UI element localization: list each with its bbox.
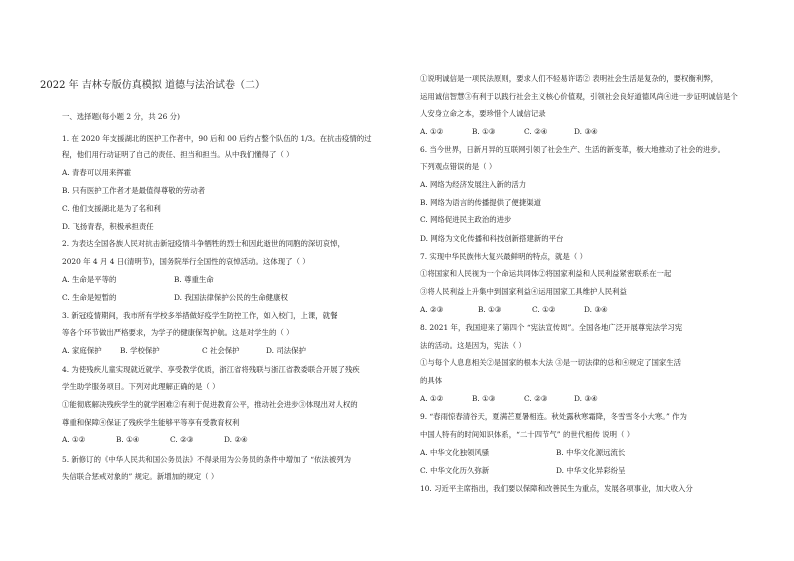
question-7-stem: 7. 实现中华民族伟大复兴最鲜明的特点，就是（ ） (420, 252, 587, 261)
question-9-option-d: D. 中华文化异彩纷呈 (556, 466, 626, 475)
question-4-stem-line-2: 学生助学服务项目。下列对此理解正确的是（ ） (62, 382, 220, 391)
question-3-option-d: D. 司法保护 (266, 346, 306, 355)
question-9-option-a: A. 中华文化独领风骚 (420, 448, 490, 457)
question-7-statements-line-2: ③将人民利益上升集中到国家利益④运用国家工具维护人民利益 (420, 287, 627, 296)
question-6-option-c: C. 网络促进民主政治的进步 (420, 215, 512, 224)
question-6-stem-line-1: 6. 当今世界，日新月异的互联网引领了社会生产、生活的新变革，极大地推动了社会的进步。 (420, 145, 726, 154)
question-5-option-d: D. ③④ (574, 127, 598, 136)
question-6-option-a: A. 网络为经济发展注入新的活力 (420, 180, 527, 189)
question-3-stem-line-1: 3. 新冠疫情期间，我市所有学校多举措做好疫学生防控工作，如入校门，上课，就餐 (62, 311, 338, 320)
question-7-option-b: B. ①③ (478, 305, 502, 314)
question-5-option-c: C. ②④ (524, 127, 548, 136)
question-7-option-a: A. ②③ (420, 305, 444, 314)
question-3-option-c: C 社会保护 (202, 346, 240, 355)
question-5-statements-line-1: ①说明诚信是一项民法原则，要求人们不轻易许诺② 表明社会生活是复杂的，要权衡利弊， (420, 74, 718, 83)
question-4-statements-line-2: 尊重和保障④保证了残疾学生能够平等享有受教育权利 (62, 418, 240, 427)
question-4-option-a: A. ①② (62, 435, 86, 444)
question-8-stem-line-2: 法的活动。这是因为，宪法（ ） (420, 341, 526, 350)
question-5-option-b: B. ①③ (472, 127, 496, 136)
question-2-option-c: C. 生命是短暂的 (62, 293, 117, 302)
question-9-stem-line-2: 中国人特有的时间知识体系，“二十四节气” 的世代相传 说明（ ） (420, 430, 635, 439)
question-7-option-d: D. ③④ (584, 305, 608, 314)
question-1-option-a: A. 青春可以用来挥霍 (62, 168, 132, 177)
question-9-option-c: C. 中华文化历久弥新 (420, 466, 490, 475)
question-5-stem-line-1: 5. 新修订的《中华人民共和国公务员法》不得录用为公务员的条件中增加了 “依法被列为 (62, 455, 351, 464)
question-2-option-a: A. 生命是平等的 (62, 275, 117, 284)
question-4-stem-line-1: 4. 为使残疾儿童实现就近就学、享受教学优质，浙江省将残联与浙江省教委联合开展了残疾 (62, 365, 360, 374)
question-2-option-d: D. 我国法律保护公民的生命健康权 (174, 293, 288, 302)
question-7-option-c: C. ①② (532, 305, 556, 314)
question-8-option-a: A. ①② (420, 394, 444, 403)
question-8-statements-line-1: ①与每个人息息相关②是国家的根本大法 ③是一切法律的总和④规定了国家生活 (420, 358, 682, 367)
question-1-stem-line-1: 1. 在 2020 年支援湖北的医护工作者中，90 后和 00 后约占整个队伍的 1/3。在抗击疫情的过 (62, 134, 372, 143)
question-7-statements-line-1: ①将国家和人民视为一个命运共同体②将国家利益和人民利益紧密联系在一起 (420, 269, 672, 278)
question-5-stem-line-2: 失信联合惩戒对象的” 规定。新增加的规定（ ） (62, 472, 219, 481)
question-4-option-c: C. ②③ (170, 435, 194, 444)
section-heading: 一、选择题(每小题 2 分，共 26 分) (62, 112, 180, 121)
question-2-option-b: B. 尊重生命 (174, 275, 214, 284)
question-3-option-a: A. 家庭保护 (62, 346, 102, 355)
question-1-option-d: D. 飞扬青春，积极承担责任 (62, 222, 154, 231)
question-3-stem-line-2: 等各个环节做出严格要求，为学子的健康保驾护航。这是对学生的（ ） (62, 328, 294, 337)
question-6-stem-line-2: 下列观点错误的是（ ） (420, 162, 497, 171)
question-4-option-d: D. ②④ (224, 435, 248, 444)
question-1-stem-line-2: 程，他们用行动证明了自己的责任、担当和担当。从中我们懂得了（ ） (62, 150, 294, 159)
question-9-option-b: B. 中华文化源远流长 (556, 448, 626, 457)
question-1-option-b: B. 只有医护工作者才是最值得尊敬的劳动者 (62, 186, 206, 195)
question-10-stem-line-1: 10. 习近平主席指出，我们要以保障和改善民生为重点，发展各项事业，加大收入分 (420, 484, 693, 493)
question-2-stem-line-1: 2. 为表达全国各族人民对抗击新冠疫情斗争牺牲的烈士和因此逝世的同胞的深切哀悼， (62, 239, 345, 248)
question-5-statements-line-2: 运用诚信智慧③有利于以践行社会主义核心价值观，引领社会良好道德风尚④进一步证明诚信是个 (420, 92, 738, 101)
exam-title: 2022 年 吉林专版仿真模拟 道德与法治试卷（二） (40, 80, 265, 91)
question-2-stem-line-2: 2020 年 4 月 4 日(清明节)，国务院举行全国性的哀悼活动。这体现了（ ） (62, 257, 310, 266)
question-9-stem-line-1: 9. “春雨惊春清谷天，夏满芒夏暑相连。秋处露秋寒霜降，冬雪雪冬小大寒。” 作为 (420, 412, 687, 421)
question-4-statements-line-1: ①能彻底解决残疾学生的就学困难②有利于促进教育公平，推动社会进步③体现出对人权的 (62, 400, 358, 409)
question-6-option-b: B. 网络为语言的传播提供了便捷渠道 (420, 198, 541, 207)
question-6-option-d: D. 网络为文化传播和科技创新搭建新的平台 (420, 234, 564, 243)
question-8-statements-line-2: 的具体 (420, 376, 443, 385)
question-8-option-d: D. ③④ (574, 394, 598, 403)
question-4-option-b: B. ①④ (116, 435, 140, 444)
question-3-option-b: B. 学校保护 (120, 346, 160, 355)
question-8-stem-line-1: 8. 2021 年，我国迎来了第四个 “宪法宣传周”。全国各地广泛开展尊宪法学习宪 (420, 323, 683, 332)
question-5-statements-line-3: 人安身立命之本，要珍惜个人诚信记录 (420, 109, 546, 118)
question-1-option-c: C. 他们支援湖北是为了名和利 (62, 204, 161, 213)
question-5-option-a: A. ①② (420, 127, 444, 136)
question-8-option-c: C. ②③ (524, 394, 548, 403)
question-8-option-b: B. ①③ (472, 394, 496, 403)
